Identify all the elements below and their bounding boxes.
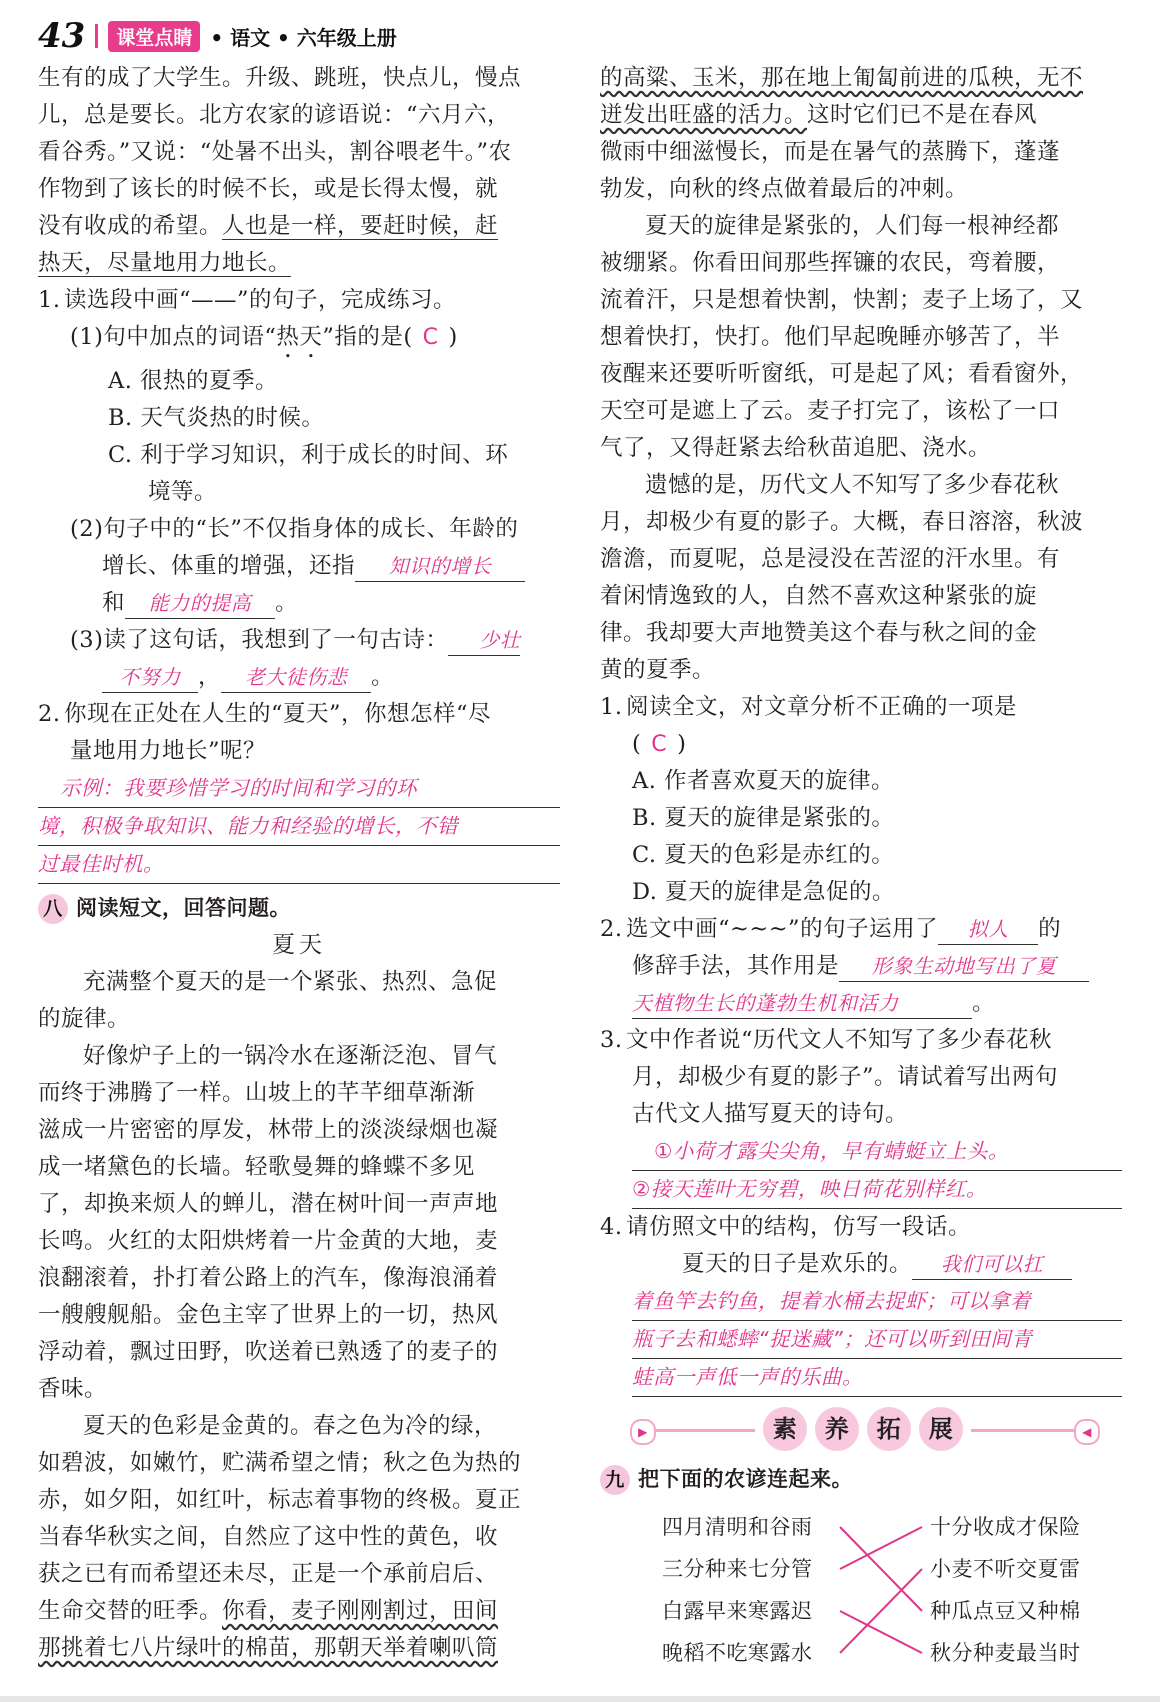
article-line: 律。我却要大声地赞美这个春与秋之间的金 xyxy=(600,620,1038,646)
question-r4-line xyxy=(600,1246,1122,1283)
question-r2-line xyxy=(600,985,1122,1022)
article-line: 流着汗，只是想着快割，快割；麦子上场了，又 xyxy=(600,287,1084,313)
section-title: 把下面的农谚连起来。 xyxy=(638,1467,853,1491)
answer-line: ①小荷才露尖尖角，早有蜻蜓立上头。 xyxy=(632,1133,1122,1171)
section-8-heading xyxy=(38,890,560,927)
question-stem: 请仿照文中的结构，仿写一段话。 xyxy=(626,1214,972,1240)
match-right-item[interactable]: 种瓜点豆又种棉 xyxy=(930,1599,1081,1623)
answer-choice: C xyxy=(651,732,668,757)
header-divider xyxy=(95,24,98,48)
question-r3 xyxy=(600,1022,1122,1059)
article-line xyxy=(600,60,1122,97)
answer-line: 着鱼竿去钓鱼，提着水桶去捉虾；可以拿着 xyxy=(632,1283,1122,1321)
question-stem: 夏天的日子是欢乐的。 xyxy=(682,1251,913,1277)
footer-bar xyxy=(0,1696,1160,1702)
wavy-underlined-sentence: 迸发出旺盛的活力。 xyxy=(600,102,808,128)
subquestion-1 xyxy=(38,319,560,363)
answer-line: 蛙高一声低一声的乐曲。 xyxy=(632,1359,1122,1397)
article-line: 长鸣。火红的太阳烘烤着一片金黄的大地，麦 xyxy=(38,1228,499,1254)
article-line: 微雨中细滋慢长，而是在暑气的蒸腾下，蓬蓬 xyxy=(600,139,1061,165)
answer-blank: 不努力 xyxy=(102,662,198,693)
article-line: 滋成一片密密的厚发，林带上的淡淡绿烟也凝 xyxy=(38,1117,499,1143)
section-banner xyxy=(630,1407,1100,1453)
article-line: 浪翻滚着，扑打着公路上的汽车，像海浪涌着 xyxy=(38,1265,499,1291)
answer-block xyxy=(600,1133,1122,1209)
answer-blank: 我们可以扛 xyxy=(912,1249,1072,1280)
intro-text: 没有收成的希望。 xyxy=(38,213,223,239)
match-line xyxy=(840,1527,922,1611)
article-line: 想着快打，快打。他们早起晚睡亦够苦了，半 xyxy=(600,324,1061,350)
match-left-item[interactable]: 晚稻不吃寒露水 xyxy=(662,1641,813,1665)
match-right-item[interactable]: 十分收成才保险 xyxy=(930,1515,1081,1539)
subquestion-text: ”指的是( xyxy=(322,324,413,350)
period: 。 xyxy=(371,664,395,690)
header-subject: • 语文 • 六年级上册 xyxy=(210,25,397,50)
question-2 xyxy=(38,696,560,733)
article-line: 充满整个夏天的是一个紧张、热烈、急促 xyxy=(83,969,498,995)
answer-line: ②接天莲叶无穷碧，映日荷花别样红。 xyxy=(632,1171,1122,1209)
question-number: 1. xyxy=(600,694,623,720)
article-line: 着闲情逸致的人，自然不喜欢这种紧张的旋 xyxy=(600,583,1038,609)
question-number: 1. xyxy=(38,287,61,313)
article-line xyxy=(38,1593,560,1630)
paren-open: ( xyxy=(632,731,642,757)
article-line: 当春华秋实之间，自然应了这中性的黄色，收 xyxy=(38,1524,499,1550)
match-left-item[interactable]: 四月清明和谷雨 xyxy=(662,1515,813,1539)
question-stem: 修辞手法，其作用是 xyxy=(632,953,840,979)
article-line: 夜醒来还要听听窗纸，可是起了风；看看窗外， xyxy=(600,361,1084,387)
option-a: A. 作者喜欢夏天的旋律。 xyxy=(632,768,895,794)
article-title: 夏天 xyxy=(272,932,326,958)
page-number: 43 xyxy=(38,16,86,56)
question-r1 xyxy=(600,689,1122,726)
answer-block xyxy=(600,1283,1122,1397)
question-1 xyxy=(38,282,560,319)
answer-blank: 天植物生长的蓬勃生机和活力 xyxy=(632,988,972,1019)
header-badge: 课堂点睛 xyxy=(108,21,200,52)
article-line: 勃发，向秋的终点做着最后的冲刺。 xyxy=(600,176,969,202)
intro-line: 儿，总是要长。北方农家的谚语说：“六月六， xyxy=(38,102,511,128)
article-line: 黄的夏季。 xyxy=(600,657,716,683)
question-number: 4. xyxy=(600,1214,623,1240)
question-number: 3. xyxy=(600,1027,623,1053)
intro-line: 作物到了该长的时候不长，或是长得太慢，就 xyxy=(38,176,499,202)
question-number: 2. xyxy=(600,916,623,942)
wavy-underlined-sentence: 的高粱、玉米，那在地上匍匐前进的瓜秧，无不 xyxy=(600,65,1084,91)
article-line: 如碧波，如嫩竹，贮满希望之情；秋之色为热的 xyxy=(38,1450,522,1476)
match-right-item[interactable]: 秋分种麦最当时 xyxy=(930,1641,1081,1665)
answer-paren xyxy=(600,726,1122,763)
period: 。 xyxy=(275,590,299,616)
match-line xyxy=(840,1569,922,1653)
answer-line: 示例：我要珍惜学习的时间和学习的环 xyxy=(38,770,560,808)
match-line xyxy=(840,1611,922,1653)
section-number: 八 xyxy=(38,894,68,924)
article-line: 遗憾的是，历代文人不知写了多少春花秋 xyxy=(645,472,1060,498)
article-line: 夏天的色彩是金黄的。春之色为冷的绿， xyxy=(83,1413,498,1439)
match-left-list xyxy=(662,1506,813,1674)
article-line: 月，却极少有夏的影子。大概，春日溶溶，秋波 xyxy=(600,509,1084,535)
subquestion-text: 和 xyxy=(102,590,126,616)
article-line xyxy=(38,1630,560,1667)
article-line: 夏天的旋律是紧张的，人们每一根神经都 xyxy=(645,213,1060,239)
subquestion-text: (3)读了这句话，我想到了一句古诗： xyxy=(70,627,449,653)
article-line: 获之已有而希望还未尽，正是一个承前启后、 xyxy=(38,1561,499,1587)
article-line: 了，却换来烦人的蝉儿，潜在树叶间一声声地 xyxy=(38,1191,499,1217)
option-c-continued: 境等。 xyxy=(148,479,218,505)
intro-line: 生有的成了大学生。升级、跳班，快点儿，慢点 xyxy=(38,65,522,91)
article-text: 生命交替的旺季。 xyxy=(38,1598,223,1624)
subquestion-text: 增长、体重的增强，还指 xyxy=(102,553,356,579)
page-header xyxy=(38,16,397,56)
section-9-heading xyxy=(600,1461,1122,1498)
match-left-item[interactable]: 白露早来寒露迟 xyxy=(662,1599,813,1623)
section-title: 阅读短文，回答问题。 xyxy=(76,896,291,920)
match-right-item[interactable]: 小麦不听交夏雷 xyxy=(930,1557,1081,1581)
match-line xyxy=(840,1527,922,1569)
question-stem: 你现在正处在人生的“夏天”，你想怎样“尽 xyxy=(64,701,492,727)
article-line: 澹澹，而夏呢，总是浸没在苦涩的汗水里。有 xyxy=(600,546,1061,572)
answer-line: 瓶子去和蟋蟀“捉迷藏”；还可以听到田间青 xyxy=(632,1321,1122,1359)
article-line: 被绷紧。你看田间那些挥镰的农民，弯着腰， xyxy=(600,250,1061,276)
question-2-line: 量地用力地长”呢？ xyxy=(70,738,267,764)
subquestion-2: (2)句子中的“长”不仅指身体的成长、年龄的 xyxy=(70,516,519,542)
left-column xyxy=(38,60,560,1667)
banner-char: 养 xyxy=(815,1407,859,1451)
paren-close: ) xyxy=(448,324,458,350)
answer-block xyxy=(38,770,560,884)
banner-char: 拓 xyxy=(867,1407,911,1451)
wavy-underlined-sentence: 你看，麦子刚刚割过，田间 xyxy=(222,1598,499,1624)
question-r4 xyxy=(600,1209,1122,1246)
answer-blank: 老大徒伤悲 xyxy=(221,662,371,693)
underlined-sentence: 热天，尽量地用力地长。 xyxy=(38,250,292,276)
article-line: 赤，如夕阳，如红叶，标志着事物的终极。夏正 xyxy=(38,1487,522,1513)
option-b: B. 夏天的旋律是紧张的。 xyxy=(632,805,895,831)
question-stem: 阅读全文，对文章分析不正确的一项是 xyxy=(626,694,1018,720)
banner-title xyxy=(755,1407,971,1451)
match-left-item[interactable]: 三分种来七分管 xyxy=(662,1557,813,1581)
option-d: D. 夏天的旋律是急促的。 xyxy=(632,879,896,905)
comma: ， xyxy=(198,664,222,690)
intro-line xyxy=(38,245,560,282)
question-r2-line xyxy=(600,948,1122,985)
option-c: C. 利于学习知识，利于成长的时间、环 xyxy=(108,442,509,468)
dotted-word: 热天 xyxy=(276,324,323,350)
answer-blank: 形象生动地写出了夏 xyxy=(839,951,1089,982)
question-stem: 读选段中画“——”的句子，完成练习。 xyxy=(64,287,457,313)
question-stem: 选文中画“~~~”的句子运用了 xyxy=(626,916,939,942)
article-line xyxy=(600,97,1122,134)
intro-line xyxy=(38,208,560,245)
article-text: 这时它们已不是在春风 xyxy=(807,102,1038,128)
article-line: 成一堵黛色的长墙。轻歌曼舞的蜂蝶不多见 xyxy=(38,1154,476,1180)
intro-line: 看谷秀。”又说：“处暑不出头，割谷喂老牛。”农 xyxy=(38,139,512,165)
subquestion-3 xyxy=(38,622,560,659)
subquestion-3-line xyxy=(38,659,560,696)
question-stem: 文中作者说“历代文人不知写了多少春花秋 xyxy=(626,1027,1053,1053)
article-line: 气了，又得赶紧去给秋苗追肥、浇水。 xyxy=(600,435,992,461)
article-line: 香味。 xyxy=(38,1376,108,1402)
article-line: 浮动着，飘过田野，吹送着已熟透了的麦子的 xyxy=(38,1339,499,1365)
article-line: 的旋律。 xyxy=(38,1006,131,1032)
right-column xyxy=(600,60,1122,1676)
article-line: 一艘艘舰船。金色主宰了世界上的一切，热风 xyxy=(38,1302,499,1328)
match-right-list xyxy=(930,1506,1081,1674)
arrow-left-icon: ◀ xyxy=(1074,1419,1100,1445)
option-c: C. 夏天的色彩是赤红的。 xyxy=(632,842,895,868)
article-line: 天空可是遮上了云。麦子打完了，该松了一口 xyxy=(600,398,1061,424)
question-r3-line: 月，却极少有夏的影子”。请试着写出两句 xyxy=(632,1064,1059,1090)
option-b: B. 天气炎热的时候。 xyxy=(108,405,325,431)
underlined-sentence: 人也是一样，要赶时候，赶 xyxy=(222,213,499,239)
subquestion-2-line xyxy=(38,585,560,622)
wavy-underlined-sentence: 那挑着七八片绿叶的棉苗，那朝天举着喇叭筒 xyxy=(38,1635,499,1661)
section-number: 九 xyxy=(600,1465,630,1495)
option-a: A. 很热的夏季。 xyxy=(108,368,279,394)
article-line: 而终于沸腾了一样。山坡上的芊芊细草渐渐 xyxy=(38,1080,476,1106)
banner-char: 素 xyxy=(763,1407,807,1451)
banner-char: 展 xyxy=(919,1407,963,1451)
question-r3-line: 古代文人描写夏天的诗句。 xyxy=(632,1101,909,1127)
question-number: 2. xyxy=(38,701,61,727)
answer-blank: 知识的增长 xyxy=(355,551,525,582)
question-r2 xyxy=(600,911,1122,948)
answer-blank: 能力的提高 xyxy=(125,588,275,619)
arrow-right-icon: ▶ xyxy=(630,1419,656,1445)
answer-line: 境，积极争取知识、能力和经验的增长，不错 xyxy=(38,808,560,846)
question-stem: 的 xyxy=(1038,916,1062,942)
paren-close: ) xyxy=(677,731,687,757)
answer-choice: C xyxy=(422,325,439,350)
answer-blank: 拟人 xyxy=(938,914,1038,945)
answer-line: 过最佳时机。 xyxy=(38,846,560,884)
period: 。 xyxy=(972,990,996,1016)
answer-blank: 少壮 xyxy=(448,625,520,656)
article-line: 好像炉子上的一锅冷水在逐渐泛泡、冒气 xyxy=(83,1043,498,1069)
subquestion-2-line xyxy=(38,548,560,585)
subquestion-text: (1)句中加点的词语“ xyxy=(70,324,277,350)
matching-exercise xyxy=(600,1506,1122,1676)
